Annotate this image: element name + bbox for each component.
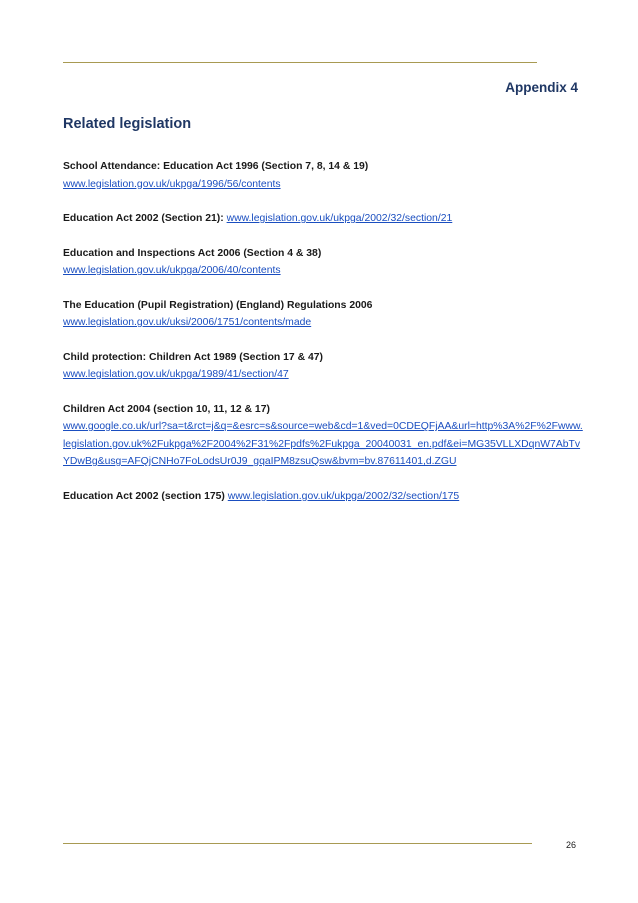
entry-title: School Attendance: Education Act 1996 (Section 7, 8, 14 & 19) — [63, 161, 369, 172]
legislation-entry — [63, 297, 583, 332]
header-rule — [63, 62, 537, 63]
page-number: 26 — [566, 840, 577, 850]
entry-title: Child protection: Children Act 1989 (Section 17 & 47) — [63, 351, 324, 363]
section-title: Related legislation — [63, 116, 192, 132]
legislation-entry — [63, 401, 583, 471]
legislation-entry — [63, 349, 583, 384]
entry-link[interactable]: www.legislation.gov.uk/ukpga/1989/41/section/47 — [63, 369, 289, 380]
footer-rule — [63, 843, 532, 844]
entry-link[interactable]: www.legislation.gov.uk/ukpga/1996/56/contents — [63, 178, 281, 190]
entry-title: Children Act 2004 (section 10, 11, 12 & 17) — [63, 403, 270, 415]
entry-title: Education Act 2002 (Section 21): — [63, 213, 227, 224]
legislation-entry — [63, 210, 583, 228]
legislation-entry — [63, 245, 583, 280]
legislation-entry — [63, 158, 583, 193]
entry-link[interactable]: www.legislation.gov.uk/ukpga/2006/40/contents — [63, 265, 281, 276]
legislation-entry — [63, 488, 583, 506]
entry-link[interactable]: www.google.co.uk/url?sa=t&rct=j&q=&esrc=s&source=web&cd=1&ved=0CDEQFjAA&url=http%3A%2F%2Fwww.legislation.gov.uk%2Fukpga%2F2004%2F31%2Fpdfs%2Fukpga_20040031_en.pdf&ei=MG35VLLXDqnW7AbTvYDwBg&usg=AFQjCNHo7FoLodsUr0J9_gqaIPM8zsuQsw&bvm=bv.87611401,d.ZGU — [63, 421, 583, 467]
entry-title: The Education (Pupil Registration) (England) Regulations 2006 — [63, 299, 373, 311]
appendix-label: Appendix 4 — [505, 80, 578, 95]
entry-link[interactable]: www.legislation.gov.uk/ukpga/2002/32/section/21 — [226, 213, 453, 224]
entry-title: Education and Inspections Act 2006 (Section 4 & 38) — [63, 247, 322, 259]
legislation-list — [63, 158, 583, 522]
entry-title: Education Act 2002 (section 175) — [63, 490, 228, 502]
entry-link[interactable]: www.legislation.gov.uk/ukpga/2002/32/section/175 — [227, 490, 460, 502]
entry-link[interactable]: www.legislation.gov.uk/uksi/2006/1751/contents/made — [63, 317, 312, 328]
